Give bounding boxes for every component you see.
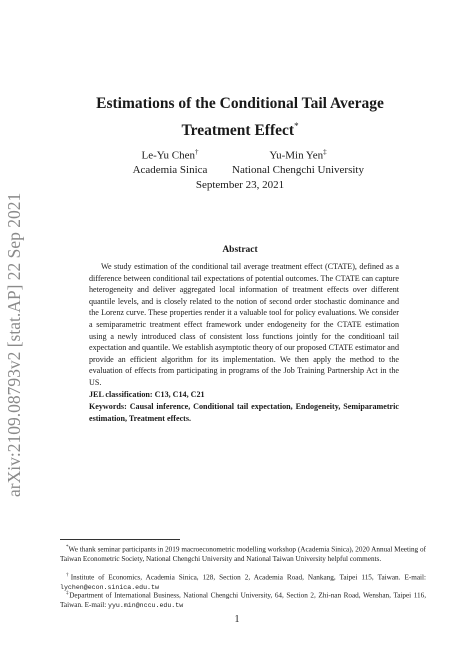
footnote-3-email-link[interactable]: yyu.min@nccu.edu.tw [108, 601, 184, 609]
abstract-heading: Abstract [222, 245, 258, 255]
author-2 [218, 145, 378, 177]
jel-codes: C13, C14, C21 [154, 390, 205, 399]
author-2-affiliation: National Chengchi University [232, 163, 364, 176]
jel-label: JEL classification: [89, 390, 153, 399]
footnote-1 [60, 543, 426, 565]
title-line-2-text: Treatment Effect [181, 122, 295, 140]
author-1-affiliation: Academia Sinica [132, 163, 208, 176]
author-1 [115, 145, 225, 177]
keywords-text: Causal inference, Conditional tail expectation, Endogeneity, Semiparametric estimation, Treatment effects. [89, 402, 399, 423]
footnote-3-mark: ‡ [66, 591, 70, 596]
author-2-name: Yu-Min Yen [269, 149, 324, 162]
footnote-1-text: We thank seminar participants in 2019 macroeconometric modelling workshop (Academia Sinica), 2020 Annual Meeting of Taiwan Econometric Society, National Chengchi University and National Taiwan University helpful comments. [60, 545, 426, 563]
page-number: 1 [234, 614, 240, 625]
title-footnote-mark: * [294, 121, 299, 131]
jel-classification [89, 389, 399, 401]
footnote-2-email-link[interactable]: lychen@econ.sinica.edu.tw [60, 583, 159, 591]
paper-title [60, 92, 420, 142]
footnote-2-text: Institute of Economics, Academia Sinica, 128, Section 2, Academia Road, Nankang, Taipei 115, Taiwan. E-mail: [70, 573, 426, 582]
keywords-label: Keywords: [89, 402, 127, 411]
footnote-3-text: Department of International Business, National Chengchi University, 64, Section 2, Zhi-nan Road, Wenshan, Taipei 116, Taiwan. E-mail: [60, 591, 427, 609]
author-1-name: Le-Yu Chen [141, 149, 195, 162]
title-line-2 [60, 115, 420, 142]
footnote-rule [60, 539, 180, 540]
footnote-3 [60, 589, 426, 611]
title-line-1: Estimations of the Conditional Tail Average [96, 95, 384, 112]
footnote-1-mark: * [66, 545, 69, 550]
author-1-mark: † [194, 148, 199, 156]
author-2-mark: ‡ [323, 148, 327, 156]
arxiv-identifier: arXiv:2109.08793v2 [stat.AP] 22 Sep 2021 [4, 192, 24, 498]
keywords-block [89, 401, 399, 424]
abstract-text: We study estimation of the conditional tail average treatment effect (CTATE), defined as a difference between conditional tail expectations of potential outcomes. The CTATE can capture heterogeneity and deliver aggregated local information of treatment effects over different quantile levels, and is closely related to the notion of second order stochastic dominance and the Lorenz curve. These properties render it a valuable tool for policy evaluations. We consider a semiparametric treatment effect framework under endogeneity for the CTATE estimation using a newly introduced class of consistent loss functions jointly for the conditioanl tail expectation and quantile. We establish asymptotic theory of our proposed CTATE estimator and provide an efficient algorithm for its implementation. We then apply the method to the evaluation of effects from participating in programs of the Job Training Partnership Act in the US. [89, 262, 399, 387]
paper-date: September 23, 2021 [195, 179, 285, 191]
footnote-2-mark: † [66, 573, 71, 578]
